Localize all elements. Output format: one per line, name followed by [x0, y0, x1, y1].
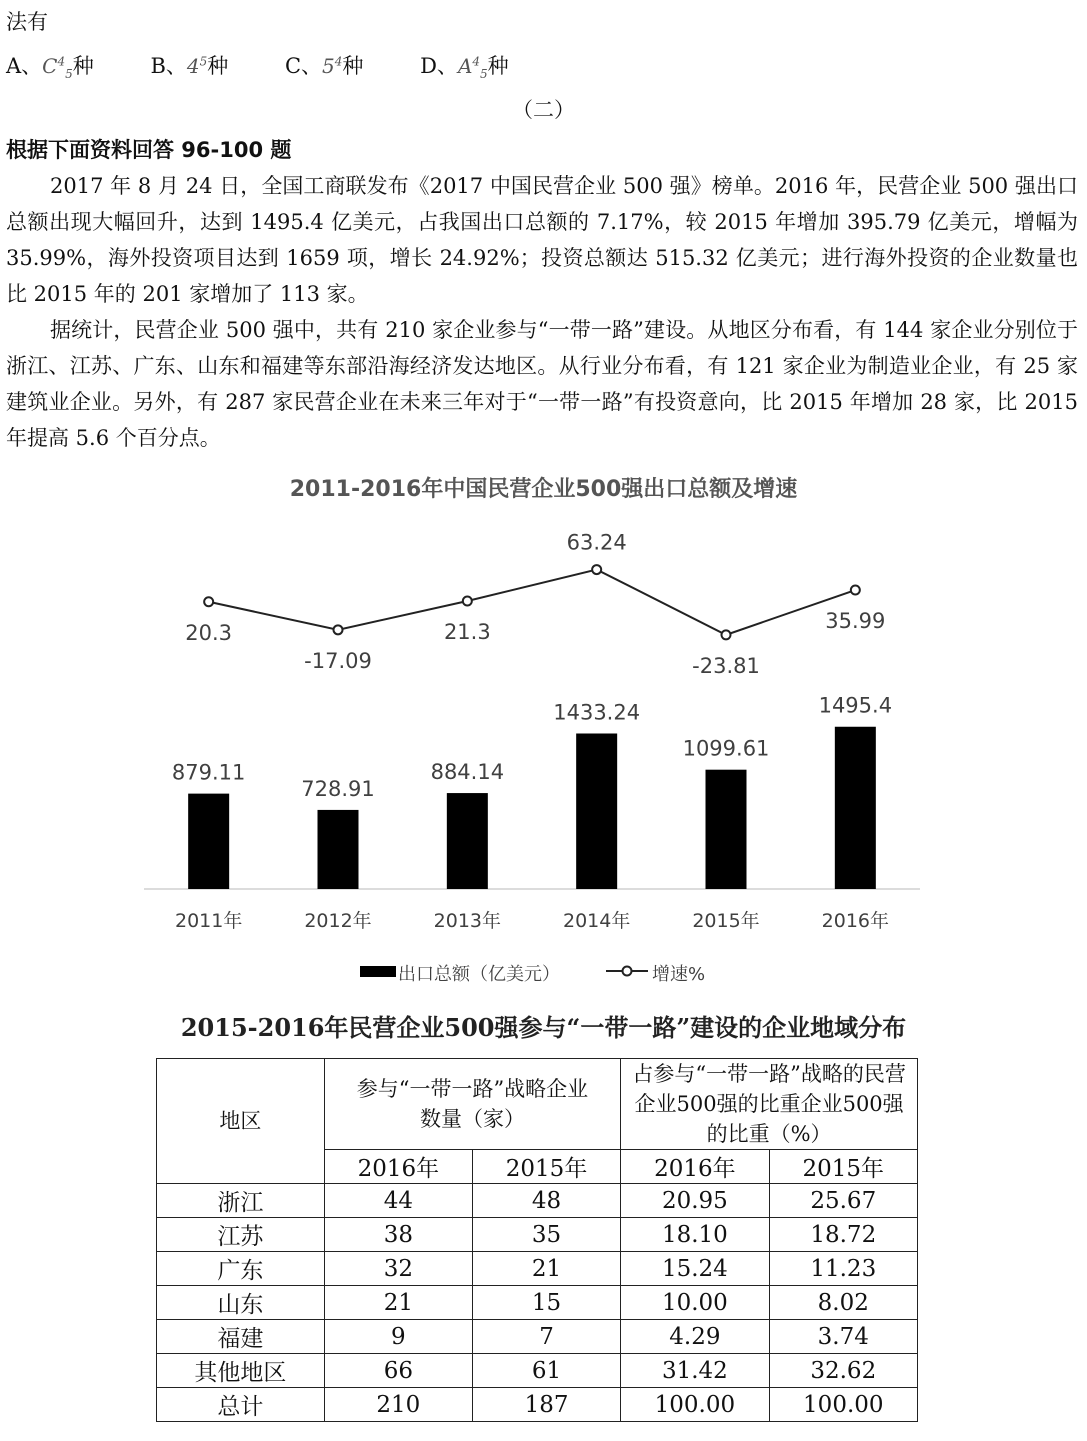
option-c[interactable] [285, 50, 363, 80]
cell: 100.00 [769, 1388, 917, 1422]
cell: 61 [472, 1354, 620, 1388]
bar-2011年 [188, 794, 229, 889]
region-distribution-table [156, 1058, 918, 1422]
bar-data-label: 1099.61 [682, 736, 770, 761]
growth-point-2012年 [334, 625, 343, 634]
year-header: 2015年 [472, 1150, 620, 1184]
option-letter: A、 [6, 54, 43, 78]
cell: 20.95 [621, 1184, 769, 1218]
table-row [157, 1286, 918, 1320]
table-title: 2015-2016年民营企业500强参与“一带一路”建设的企业地域分布 [180, 1013, 907, 1042]
math-expression: $4^5$ [186, 54, 208, 78]
growth-data-label: 20.3 [185, 620, 233, 645]
bar-data-label: 728.91 [301, 776, 375, 801]
x-tick-label: 2014年 [562, 910, 631, 932]
year-header: 2015年 [769, 1150, 917, 1184]
chart-title: 2011-2016年中国民营企业500强出口总额及增速 [289, 477, 798, 502]
legend-bar-swatch [360, 966, 396, 977]
option-suffix: 种 [72, 54, 94, 78]
cell: 66 [324, 1354, 472, 1388]
cell: 10.00 [621, 1286, 769, 1320]
option-b[interactable] [150, 50, 228, 80]
paragraph-2: 据统计，民营企业 500 强中，共有 210 家企业参与“一带一路”建设。从地区分布看，有 144 家企业分别位于浙江、江苏、广东、山东和福建等东部沿海经济发达地区。从行业分布看，有 121 家企业为制造业企业，有 25 家建筑业企业。另外，有 287 家民营企业在未来三年对于“一带一路”有投资意向，比 2015 年增加 28 家，比 2015 年提高 5.6 个百分点。 [6, 318, 1078, 450]
growth-point-2014年 [592, 565, 601, 574]
table-row [157, 1218, 918, 1252]
growth-rate-line [209, 570, 856, 635]
table-row [157, 1184, 918, 1218]
growth-point-2011年 [204, 597, 213, 606]
bar-data-label: 884.14 [430, 760, 505, 785]
bar-2013年 [447, 793, 488, 889]
growth-data-label: -17.09 [304, 648, 372, 673]
growth-point-2015年 [722, 630, 731, 639]
bar-2012年 [318, 810, 359, 889]
cell: 210 [324, 1388, 472, 1422]
cell: 15.24 [621, 1252, 769, 1286]
option-suffix: 种 [342, 54, 364, 78]
option-letter: C、 [284, 54, 323, 78]
cell: 7 [472, 1320, 620, 1354]
cell-region: 山东 [157, 1286, 325, 1320]
math-expression: $C^4_5$ [42, 54, 73, 81]
cell: 48 [472, 1184, 620, 1218]
x-tick-label: 2015年 [692, 910, 760, 932]
bar-2016年 [835, 727, 876, 889]
cell: 18.72 [769, 1218, 917, 1252]
legend-line-label: 增速% [652, 964, 706, 985]
instruction: 根据下面资料回答 96-100 题 [6, 138, 292, 162]
header-count: 参与“一带一路”战略企业数量（家） [324, 1059, 620, 1150]
growth-data-label: 63.24 [566, 530, 627, 555]
cell: 25.67 [769, 1184, 917, 1218]
table-row [157, 1320, 918, 1354]
option-d[interactable] [420, 50, 509, 81]
cell: 18.10 [621, 1218, 769, 1252]
x-tick-label: 2012年 [304, 910, 372, 932]
cell: 21 [472, 1252, 620, 1286]
cell: 32.62 [769, 1354, 917, 1388]
cell: 4.29 [621, 1320, 769, 1354]
option-a[interactable] [6, 50, 94, 81]
section-heading: （二） [512, 98, 575, 122]
cell-region: 总计 [157, 1388, 325, 1422]
growth-point-2016年 [851, 586, 860, 595]
table-row [157, 1252, 918, 1286]
table-row [157, 1354, 918, 1388]
header-share: 占参与“一带一路”战略的民营企业500强的比重企业500强的比重（%） [621, 1059, 918, 1150]
bar-2014年 [576, 733, 617, 889]
growth-point-2013年 [463, 597, 472, 606]
answer-options [6, 50, 559, 81]
option-letter: D、 [420, 54, 458, 78]
legend-line-marker [623, 967, 632, 976]
bar-data-label: 1495.4 [818, 693, 893, 718]
cell: 44 [324, 1184, 472, 1218]
cell: 187 [472, 1388, 620, 1422]
growth-data-label: 35.99 [825, 609, 886, 634]
cell: 32 [324, 1252, 472, 1286]
cell: 3.74 [769, 1320, 917, 1354]
export-chart [0, 490, 1087, 1000]
option-letter: B、 [150, 54, 187, 78]
cell-region: 江苏 [157, 1218, 325, 1252]
cell-region: 浙江 [157, 1184, 325, 1218]
x-tick-label: 2016年 [821, 910, 890, 932]
question-tail: 法有 [6, 10, 48, 34]
bar-data-label: 1433.24 [553, 700, 641, 725]
growth-data-label: -23.81 [692, 653, 760, 678]
header-region: 地区 [157, 1059, 325, 1184]
cell: 8.02 [769, 1286, 917, 1320]
math-expression: $5^4$ [322, 54, 343, 78]
x-tick-label: 2011年 [174, 910, 243, 932]
bar-2015年 [706, 770, 747, 889]
x-tick-label: 2013年 [433, 910, 502, 932]
cell-region: 其他地区 [157, 1354, 325, 1388]
cell: 100.00 [621, 1388, 769, 1422]
growth-data-label: 21.3 [443, 620, 491, 645]
year-header: 2016年 [324, 1150, 472, 1184]
cell: 9 [324, 1320, 472, 1354]
paragraph-1: 2017 年 8 月 24 日，全国工商联发布《2017 中国民营企业 500 强》榜单。2016 年，民营企业 500 强出口总额出现大幅回升，达到 1495.4 亿美元，占我国出口总额的 7.17%，较 2015 年增加 395.79 亿美元，增幅为 35.99%，海外投资项目达到 1659 项，增长 24.92%；投资总额达 515.32 亿美元；进行海外投资的企业数量也比 2015 年的 201 家增加了 113 家。 [6, 174, 1078, 306]
table-row [157, 1388, 918, 1422]
cell: 38 [324, 1218, 472, 1252]
option-suffix: 种 [487, 54, 509, 78]
cell: 15 [472, 1286, 620, 1320]
option-suffix: 种 [207, 54, 229, 78]
legend-bar-label: 出口总额（亿美元） [398, 964, 560, 985]
cell: 35 [472, 1218, 620, 1252]
cell-region: 福建 [157, 1320, 325, 1354]
cell-region: 广东 [157, 1252, 325, 1286]
year-header: 2016年 [621, 1150, 769, 1184]
cell: 31.42 [621, 1354, 769, 1388]
bar-data-label: 879.11 [171, 760, 246, 785]
cell: 11.23 [769, 1252, 917, 1286]
cell: 21 [324, 1286, 472, 1320]
math-expression: $A^4_5$ [457, 54, 488, 81]
